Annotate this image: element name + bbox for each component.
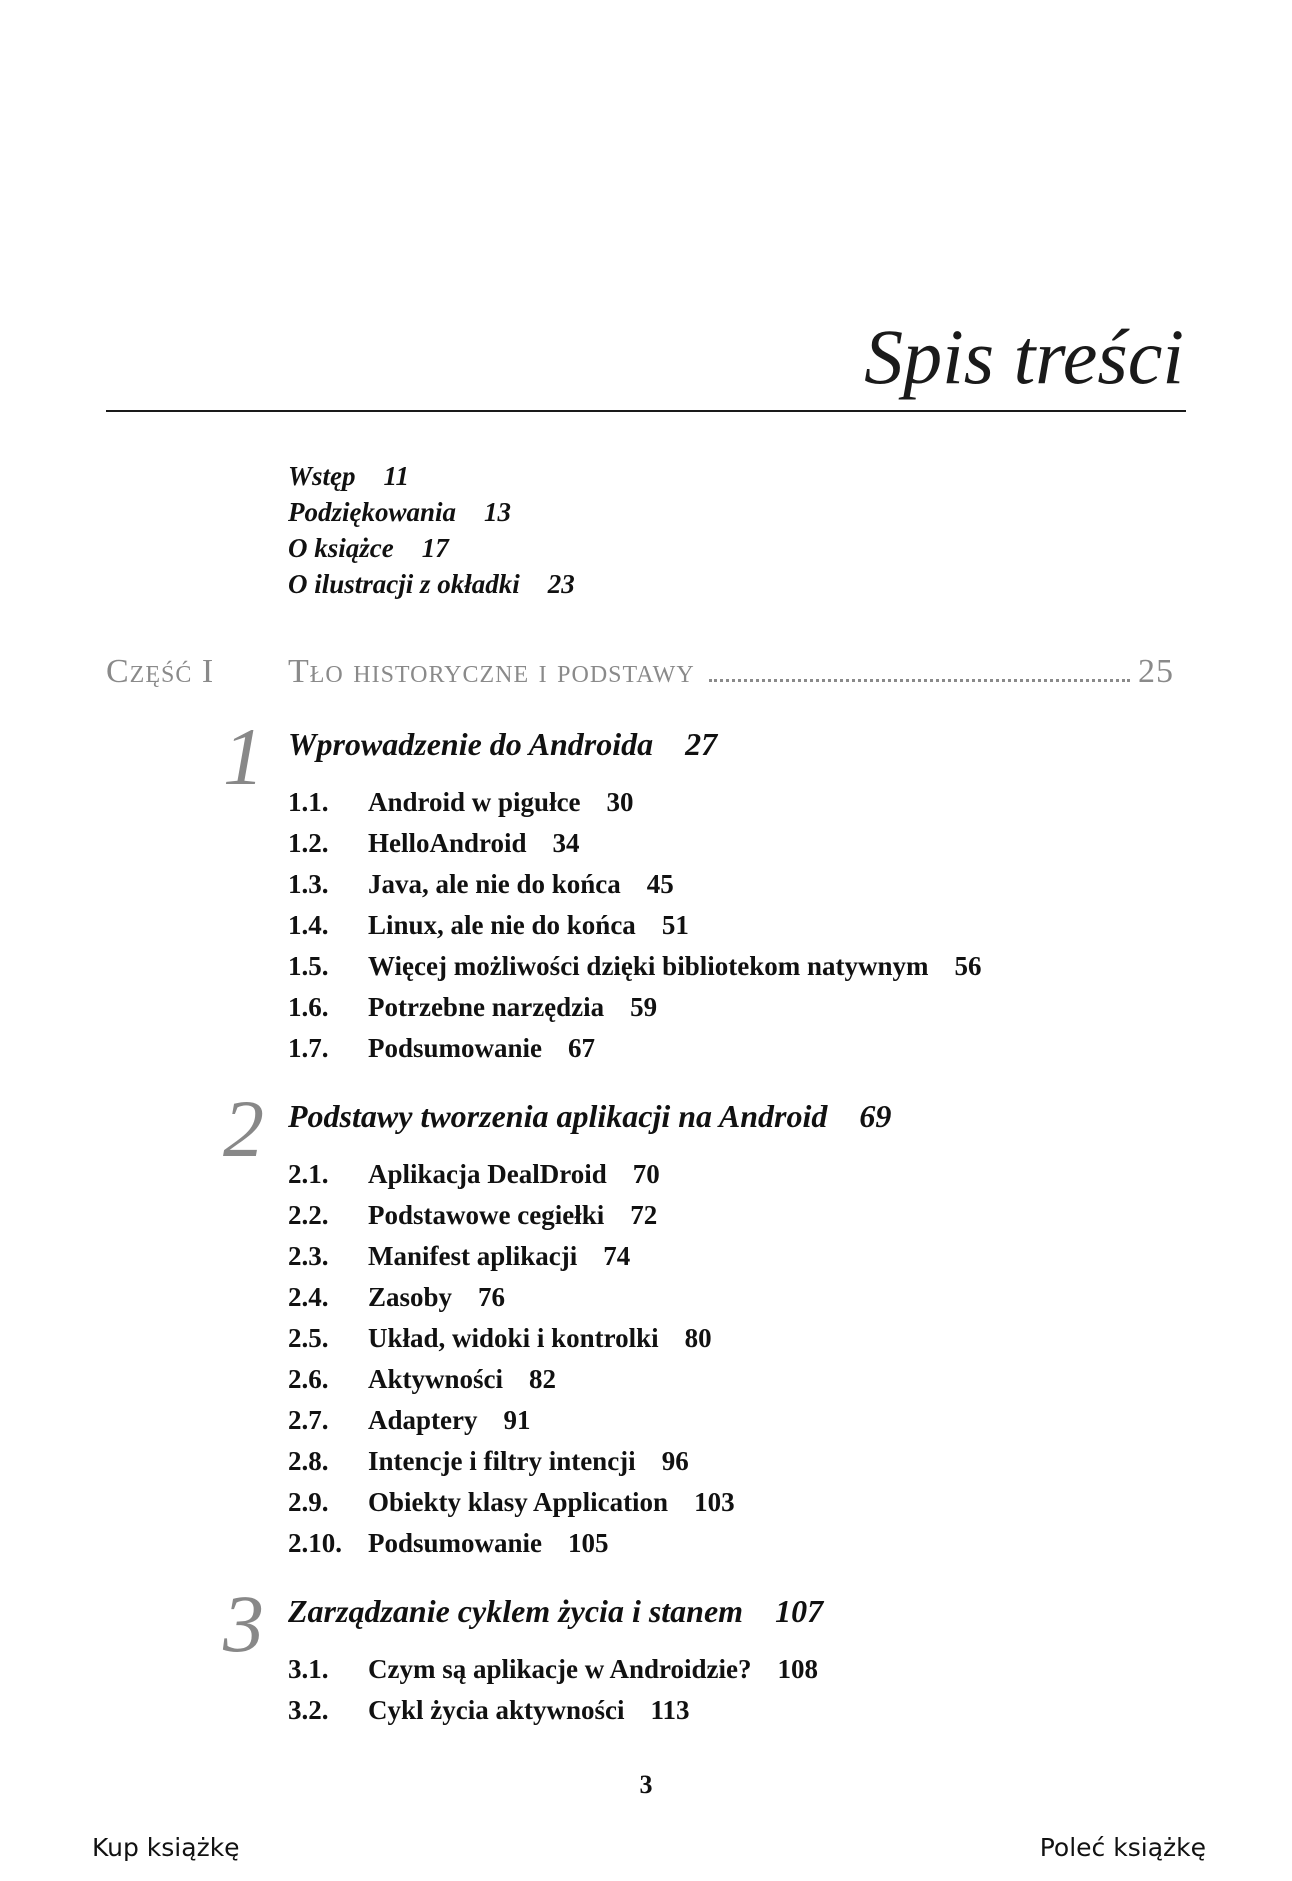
section-title: Cykl życia aktywności [368,1695,625,1725]
section-item[interactable] [288,823,981,864]
section-number: 2.7. [288,1405,329,1435]
section-page: 45 [646,869,674,899]
section-number: 1.1. [288,787,329,817]
chapter-title[interactable] [288,1094,891,1138]
section-number: 2.5. [288,1323,329,1353]
chapter-title-text: Zarządzanie cyklem życia i stanem [288,1593,744,1629]
section-item[interactable] [288,864,981,905]
chapter-page: 107 [775,1593,824,1629]
title-rule [106,410,1186,412]
front-matter-page: 17 [421,533,449,563]
front-matter-item[interactable] [288,494,575,530]
section-title: Android w pigułce [368,787,581,817]
part-heading[interactable] [106,650,1174,694]
section-page: 70 [632,1159,660,1189]
front-matter-page: 23 [547,569,575,599]
chapter-title[interactable] [288,1589,823,1633]
front-matter-item[interactable] [288,458,575,494]
section-page: 72 [630,1200,658,1230]
section-number: 1.3. [288,869,329,899]
section-number: 2.3. [288,1241,329,1271]
section-page: 91 [503,1405,531,1435]
section-page: 30 [606,787,634,817]
section-page: 76 [478,1282,506,1312]
section-page: 80 [684,1323,712,1353]
section-item[interactable] [288,1359,735,1400]
section-list [288,782,981,1069]
section-list [288,1154,735,1564]
section-number: 3.2. [288,1695,329,1725]
section-page: 103 [694,1487,735,1517]
section-item[interactable] [288,1028,981,1069]
section-number: 2.2. [288,1200,329,1230]
chapter-title-text: Wprowadzenie do Androida [288,726,654,762]
section-item[interactable] [288,782,981,823]
section-number: 1.4. [288,910,329,940]
section-item[interactable] [288,1195,735,1236]
chapter-page: 27 [685,726,718,762]
section-number: 2.6. [288,1364,329,1394]
chapter-page: 69 [859,1098,892,1134]
section-title: Java, ale nie do końca [368,869,621,899]
front-matter-item[interactable] [288,566,575,602]
section-page: 105 [568,1528,609,1558]
chapter-number: 3 [223,1578,264,1669]
section-item[interactable] [288,1690,818,1731]
section-item[interactable] [288,1236,735,1277]
section-title: Czym są aplikacje w Androidzie? [368,1654,752,1684]
section-number: 1.2. [288,828,329,858]
page-number: 3 [639,1770,653,1799]
chapter-title[interactable] [288,722,717,766]
section-number: 2.9. [288,1487,329,1517]
section-title: Manifest aplikacji [368,1241,578,1271]
section-title: Aktywności [368,1364,504,1394]
chapter-number: 2 [223,1083,264,1174]
section-page: 34 [552,828,580,858]
section-number: 1.5. [288,951,329,981]
section-title: Potrzebne narzędzia [368,992,605,1022]
section-title: Aplikacja DealDroid [368,1159,607,1189]
section-title: Adaptery [368,1405,478,1435]
section-number: 1.7. [288,1033,329,1063]
section-number: 3.1. [288,1654,329,1684]
section-item[interactable] [288,1154,735,1195]
section-title: Podstawowe cegiełki [368,1200,605,1230]
section-number: 2.1. [288,1159,329,1189]
buy-book-link[interactable]: Kup książkę [92,1833,240,1862]
recommend-book-link[interactable]: Poleć książkę [1039,1833,1206,1862]
section-page: 67 [568,1033,596,1063]
section-title: Podsumowanie [368,1528,543,1558]
section-number: 2.8. [288,1446,329,1476]
part-label: Część I [106,653,215,690]
front-matter-label: Wstęp [288,461,356,491]
section-title: Linux, ale nie do końca [368,910,636,940]
front-matter-label: O ilustracji z okładki [288,569,520,599]
section-number: 2.10. [288,1528,342,1558]
section-page: 108 [777,1654,818,1684]
part-title: Tło historyczne i podstawy [288,653,695,690]
section-page: 74 [603,1241,631,1271]
section-item[interactable] [288,1277,735,1318]
section-page: 56 [954,951,982,981]
section-page: 82 [529,1364,557,1394]
part-page: 25 [1138,653,1174,690]
section-title: Układ, widoki i kontrolki [368,1323,659,1353]
section-page: 51 [661,910,689,940]
section-item[interactable] [288,1400,735,1441]
front-matter-item[interactable] [288,530,575,566]
front-matter-list [288,458,575,602]
section-title: HelloAndroid [368,828,527,858]
section-number: 2.4. [288,1282,329,1312]
section-title: Obiekty klasy Application [368,1487,669,1517]
section-item[interactable] [288,1649,818,1690]
chapter-title-text: Podstawy tworzenia aplikacji na Android [288,1098,828,1134]
dot-leader [709,679,1130,682]
section-item[interactable] [288,1318,735,1359]
section-list [288,1649,818,1731]
page-title: Spis treści [864,313,1184,400]
section-page: 113 [650,1695,690,1725]
front-matter-label: Podziękowania [288,497,457,527]
section-item[interactable] [288,946,981,987]
chapter-number: 1 [223,711,264,802]
section-item[interactable] [288,905,981,946]
section-title: Zasoby [368,1282,453,1312]
section-item[interactable] [288,1523,735,1564]
section-title: Intencje i filtry intencji [368,1446,636,1476]
section-page: 96 [661,1446,689,1476]
section-title: Więcej możliwości dzięki bibliotekom natywnym [368,951,929,981]
section-page: 59 [630,992,658,1022]
section-item[interactable] [288,987,981,1028]
front-matter-page: 11 [383,461,410,491]
section-title: Podsumowanie [368,1033,543,1063]
section-item[interactable] [288,1441,735,1482]
section-item[interactable] [288,1482,735,1523]
section-number: 1.6. [288,992,329,1022]
front-matter-label: O książce [288,533,394,563]
front-matter-page: 13 [484,497,512,527]
